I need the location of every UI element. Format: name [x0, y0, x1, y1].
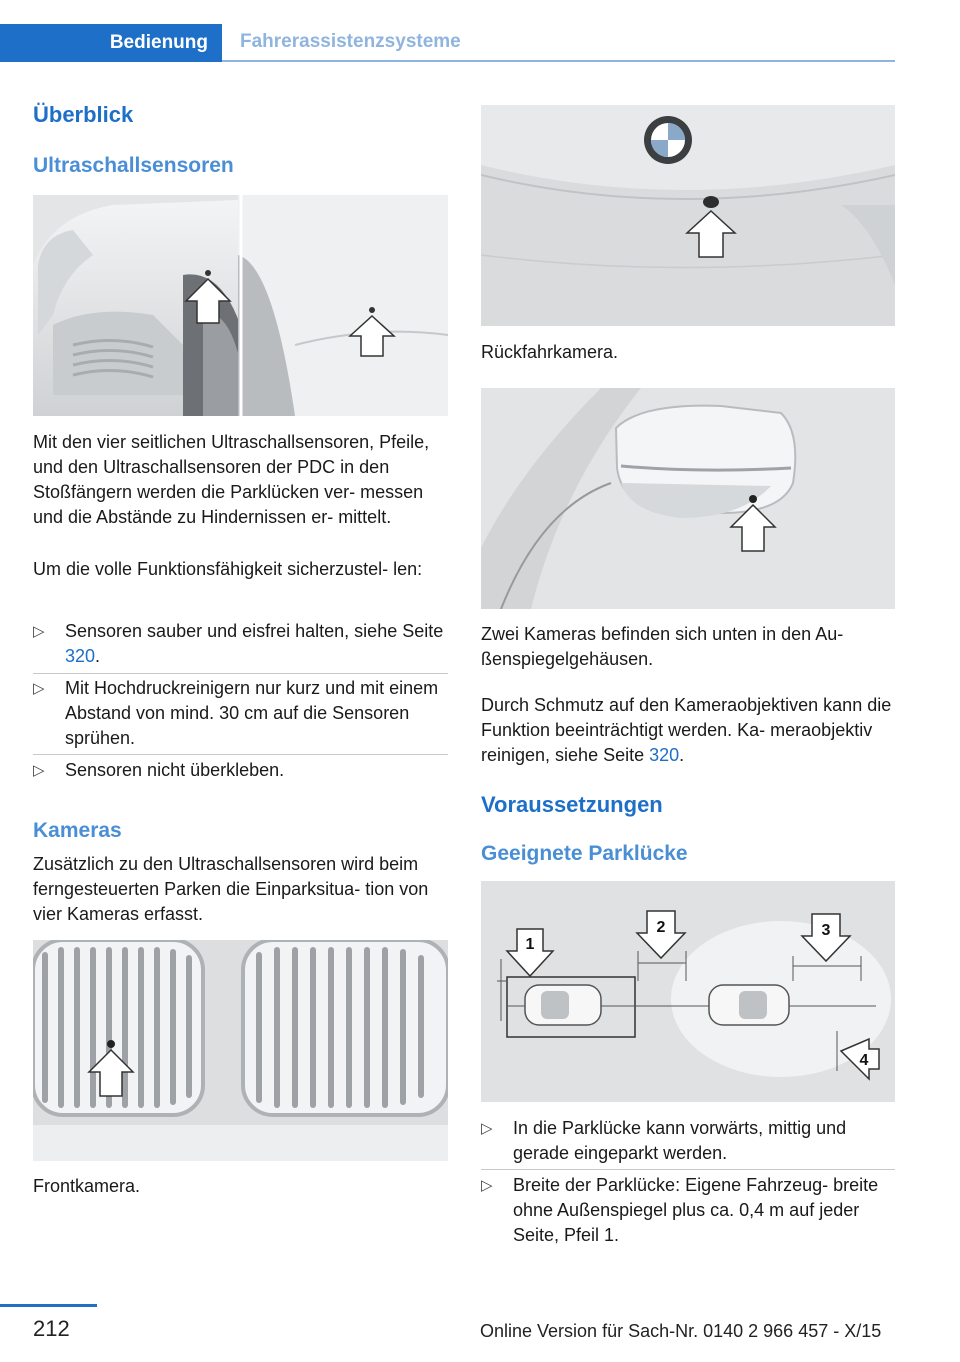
figure-mirror-camera — [481, 388, 895, 609]
kidney-grille-illustration — [33, 940, 448, 1161]
divider — [481, 1169, 895, 1170]
triangle-bullet-icon: ▷ — [481, 1120, 493, 1137]
triangle-bullet-icon: ▷ — [33, 762, 45, 779]
page-number: 212 — [33, 1316, 70, 1341]
list-item-space-width: ▷ Breite der Parklücke: Eigene Fahrzeug- breite ohne Außenspiegel plus ca. 0,4 m auf jeder Seite, Pfeil 1. — [481, 1175, 879, 1245]
diagram-label-4: 4 — [859, 1052, 869, 1069]
trunk-lid-illustration — [481, 105, 895, 326]
diagram-label-3: 3 — [821, 922, 831, 939]
heading-prerequisites: Voraussetzungen — [481, 792, 663, 817]
triangle-bullet-icon: ▷ — [481, 1177, 493, 1194]
paragraph-cameras: Zusätzlich zu den Ultraschallsensoren wird beim ferngesteuerten Parken die Einparksitua- tion von vier Kameras erfasst. — [33, 854, 429, 924]
triangle-bullet-icon: ▷ — [33, 680, 45, 697]
list-item-high-pressure: ▷ Mit Hochdruckreinigern nur kurz und mit einem Abstand von mind. 30 cm auf die Sensoren sprühen. — [33, 678, 439, 748]
tab-fahrerassistenzsysteme[interactable]: Fahrerassistenzsysteme — [222, 24, 895, 62]
heading-suitable-parking-space: Geeignete Parklücke — [481, 842, 688, 865]
caption-front-camera: Frontkamera. — [33, 1176, 141, 1196]
divider — [33, 673, 448, 674]
car-front-sensors-illustration — [33, 195, 448, 416]
heading-cameras: Kameras — [33, 819, 122, 842]
figure-front-camera — [33, 940, 448, 1161]
list-item-no-stickers: ▷ Sensoren nicht überkleben. — [33, 758, 448, 783]
diagram-label-1: 1 — [525, 936, 535, 953]
paragraph-dirt-on-lens: Durch Schmutz auf den Kameraobjektiven kann die Funktion beeinträchtigt werden. Ka- meraobjektiv reinigen, siehe Seite 320. — [481, 695, 892, 765]
page-link-320[interactable]: 320 — [649, 745, 680, 765]
divider — [33, 754, 448, 755]
parking-diagram — [481, 881, 895, 1102]
list-item-clean-sensors: ▷ Sensoren sauber und eisfrei halten, siehe Seite 320. — [33, 621, 444, 666]
tab-bedienung[interactable]: Bedienung — [0, 24, 222, 62]
caption-rear-camera: Rückfahrkamera. — [481, 342, 619, 362]
diagram-label-2: 2 — [656, 919, 666, 936]
paragraph-full-functionality: Um die volle Funktionsfähigkeit sicherzustel- len: — [33, 559, 423, 579]
list-item-park-forward: ▷ In die Parklücke kann vorwärts, mittig und gerade eingeparkt werden. — [481, 1118, 847, 1163]
footer-accent-line — [0, 1304, 97, 1307]
heading-ultrasonic-sensors: Ultraschallsensoren — [33, 154, 234, 177]
triangle-bullet-icon: ▷ — [33, 623, 45, 640]
paragraph-sensors-description: Mit den vier seitlichen Ultraschallsensoren, Pfeile, und den Ultraschallsensoren der PDC in den Stoßfängern werden die Parklücken ver- messen und die Abstände zu Hindernissen er- mittelt. — [33, 432, 430, 527]
figure-rear-camera — [481, 105, 895, 326]
paragraph-mirror-cameras: Zwei Kameras befinden sich unten in den Au- ßenspiegelgehäusen. — [481, 624, 844, 669]
online-version-note: Online Version für Sach-Nr. 0140 2 966 457 - X/15 — [480, 1321, 882, 1341]
side-mirror-illustration — [481, 388, 895, 609]
figure-parking-space-diagram — [481, 881, 895, 1102]
figure-ultrasonic-sensors — [33, 195, 448, 416]
heading-overview: Überblick — [33, 102, 134, 127]
page-link-320[interactable]: 320 — [65, 646, 96, 666]
chapter-tabs — [0, 24, 895, 62]
